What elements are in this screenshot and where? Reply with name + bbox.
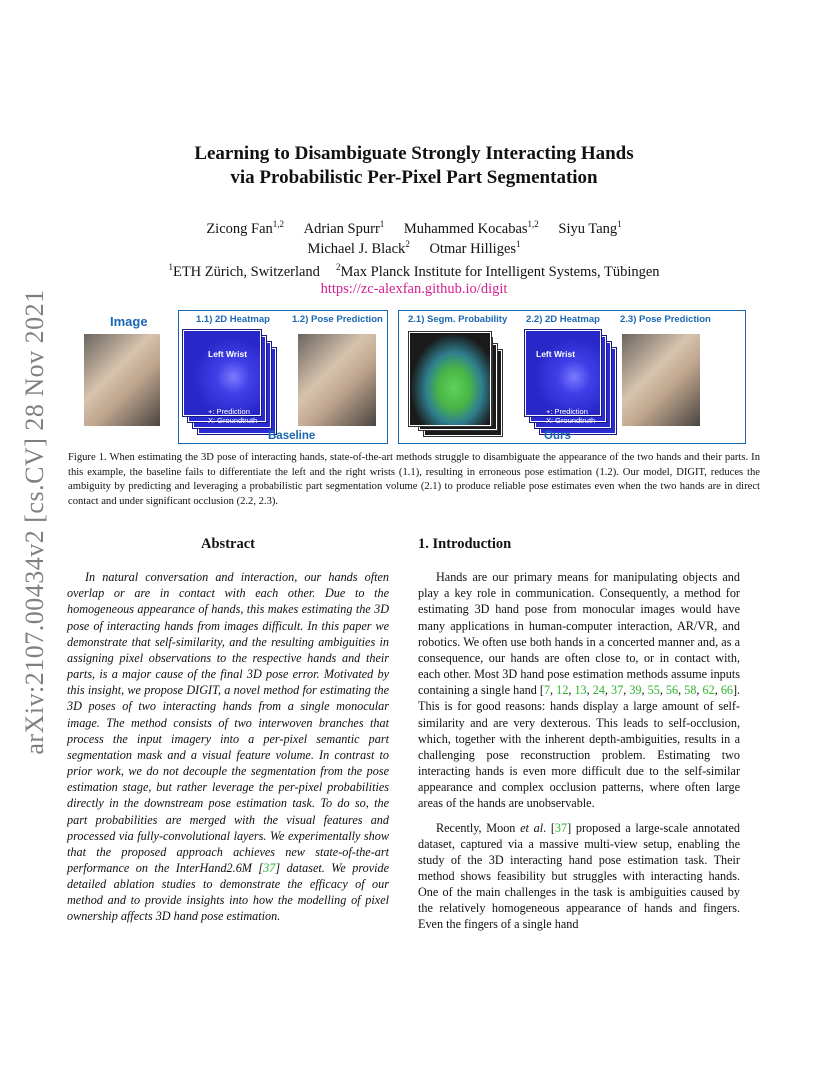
legend-groundtruth: X: Groundtruth xyxy=(546,416,596,425)
citation-link[interactable]: 12 xyxy=(556,683,569,698)
input-hand-photo xyxy=(84,334,160,426)
baseline-label: Baseline xyxy=(268,430,316,442)
legend-prediction: +: Prediction xyxy=(546,407,588,416)
arxiv-identifier: arXiv:2107.00434v2 [cs.CV] 28 Nov 2021 xyxy=(20,289,49,755)
left-wrist-label: Left Wrist xyxy=(536,349,576,359)
citation-link[interactable]: 58 xyxy=(684,683,697,698)
author: Muhammed Kocabas$^{1,2}$ xyxy=(403,219,539,237)
ours-heatmap xyxy=(525,330,601,425)
affiliation: $^2$Max Planck Institute for Intelligent Systems, Tübingen xyxy=(335,262,660,280)
project-url-link[interactable]: https://zc-alexfan.github.io/digit xyxy=(320,281,508,297)
stage-label-2-1: 2.1) Segm. Probability xyxy=(408,314,508,325)
citation-link[interactable]: 55 xyxy=(647,683,660,698)
citation-link[interactable]: 37 xyxy=(611,683,624,698)
ours-label: Ours xyxy=(544,430,571,442)
introduction-heading: 1. Introduction xyxy=(418,536,512,552)
author: Michael J. Black$^2$ xyxy=(307,239,410,257)
citation-link[interactable]: 39 xyxy=(629,683,642,698)
introduction-section xyxy=(418,536,740,941)
author-row-2 xyxy=(0,239,828,259)
baseline-heatmap xyxy=(183,330,261,425)
segm-probability-volume xyxy=(409,332,491,426)
author: Siyu Tang$^1$ xyxy=(558,219,622,237)
abstract-body: In natural conversation and interaction, our hands often overlap or are in contact with each other. Due to the homogeneous appearance of hands, this makes estimating the 3D pose of interacting hands from images difficult. In this paper we demonstrate that self-similarity, and the resulting ambiguities in assigning pixel observations to the respective hands and their parts, is a major cause of the final 3D pose error. Motivated by this insight, we propose DIGIT, a novel method for estimating the 3D poses of two interacting hands from a single monocular image. The method consists of two interwoven branches that process the input imagery into a per-pixel semantic part segmentation mask and a visual feature volume. In contrast to prior work, we do not decouple the segmentation from the pose estimation stage, but rather leverage the per-pixel probabilities directly in the downstream pose estimation task. To do so, the part probabilities are merged with the visual features and processed via fully-convolutional layers. We experimentally show that the proposed approach achieves new state-of-the-art performance on the InterHand2.6M [37] dataset. We provide detailed ablation studies to demonstrate the efficacy of our method and to provide insights into how the modelling of pixel ownership affects 3D hand pose estimation. xyxy=(67,570,389,924)
author: Adrian Spurr$^1$ xyxy=(303,219,385,237)
affiliations xyxy=(0,262,828,282)
left-wrist-label: Left Wrist xyxy=(208,349,248,359)
title-line-1: Learning to Disambiguate Strongly Interacting Hands xyxy=(194,143,634,164)
citation-link[interactable]: 7 xyxy=(543,683,551,698)
title-line-2: via Probabilistic Per-Pixel Part Segmentation xyxy=(230,167,598,188)
figure-caption: Figure 1. When estimating the 3D pose of interacting hands, state-of-the-art methods struggle to disambiguate the appearance of the two hands and their parts. In this example, the baseline fails to differentiate the left and the right wrists (1.1), resulting in erroneous pose estimation (1.2). Our model, DIGIT, reduces the ambiguity by predicting and leveraging a probabilistic part segmentation volume (2.1) to produce reliable pose estimates even when the two hands are in direct contact and under significant occlusion (2.2, 2.3). xyxy=(68,452,760,507)
legend-prediction: +: Prediction xyxy=(208,407,250,416)
citation-link[interactable]: 24 xyxy=(592,683,605,698)
image-label: Image xyxy=(110,314,148,329)
author-row-1 xyxy=(0,219,828,239)
affiliation: $^1$ETH Zürich, Switzerland xyxy=(168,262,320,280)
author: Zicong Fan$^{1,2}$ xyxy=(206,219,285,237)
stage-label-2-2: 2.2) 2D Heatmap xyxy=(526,314,600,325)
citation-link[interactable]: 37 xyxy=(554,820,568,835)
citation-link[interactable]: 13 xyxy=(574,683,587,698)
arxiv-sidebar-stamp xyxy=(12,282,58,762)
author-list xyxy=(0,219,828,259)
stage-label-1-2: 1.2) Pose Prediction xyxy=(292,314,383,325)
citation-link[interactable]: 62 xyxy=(702,683,715,698)
intro-paragraph-2: Recently, Moon et al. [37] proposed a large-scale annotated dataset, captured via a massive multi-view setup, enabling the study of the 3D interacting hand pose estimation task. Their method shows feasibility but struggles with interacting hands. One of the main challenges in the task is ambiguities caused by the relatively homogeneous appearance of hands and fingers. Even the fingers of a single hand xyxy=(418,820,740,932)
ours-pose-prediction-photo xyxy=(622,334,700,426)
baseline-pose-prediction-photo xyxy=(298,334,376,426)
citation-link[interactable]: 66 xyxy=(720,683,733,698)
stage-label-2-3: 2.3) Pose Prediction xyxy=(620,314,711,325)
citation-link[interactable]: 56 xyxy=(665,683,679,698)
abstract-section xyxy=(67,536,389,925)
citation-link[interactable]: 37 xyxy=(263,860,276,875)
legend-groundtruth: X: Groundtruth xyxy=(208,416,258,425)
figure-1 xyxy=(80,306,748,450)
stage-label-1-1: 1.1) 2D Heatmap xyxy=(196,314,270,325)
author: Otmar Hilliges$^1$ xyxy=(429,239,521,257)
abstract-heading: Abstract xyxy=(201,536,255,552)
paper-title xyxy=(0,142,828,190)
intro-paragraph-1: Hands are our primary means for manipulating objects and play a key role in communication. Consequently, a method for estimating 3D hand pose from monocular images would have many applications in human-computer interaction, AR/VR, and robotics. We often use both hands in a concerted manner and, as a consequence, our hands are often close to, or in contact with, each other. Most 3D hand pose estimation methods assume inputs containing a single hand [7, 12, 13, 24, 37, 39, 55, 56, 58, 62, 66]. This is for good reasons: hands display a large amount of self-similarity and are very dexterous. This leads to self-occlusion, which, together with the inherent depth-ambiguities, results in a challenging pose reconstruction problem. Estimating two interacting hands is even more difficult due to the self-similar appearance and complex occlusion patterns, where often large areas of the hands are unobservable. xyxy=(418,570,741,811)
